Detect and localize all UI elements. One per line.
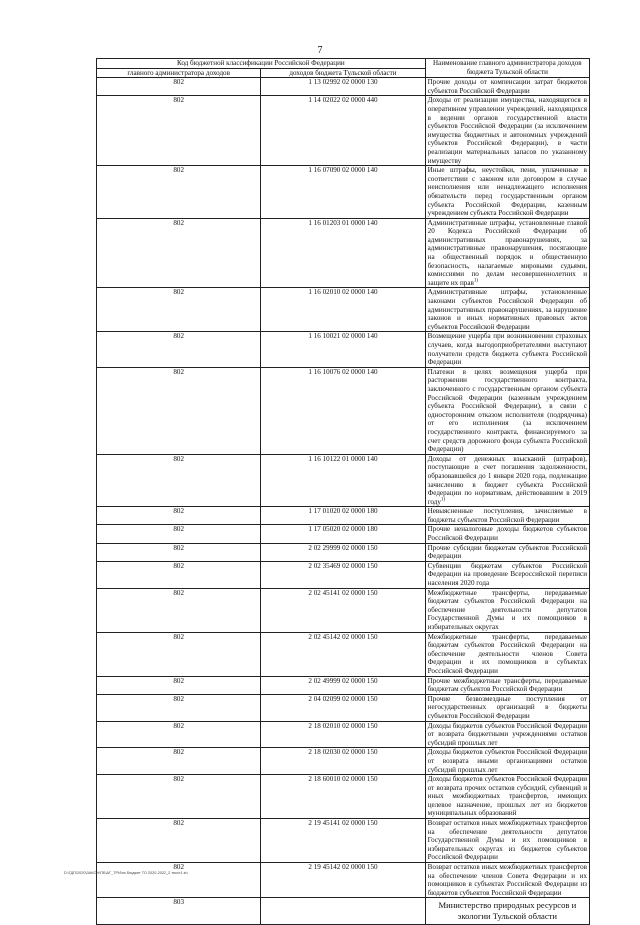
revenue-name-text: Доходы бюджетов субъектов Российской Федерации от возврата иными организациями остатков субсидий прошлых лет: [427, 748, 587, 774]
page-number: 7: [317, 45, 323, 56]
revenue-code-cell: 2 02 49999 02 0000 150: [261, 676, 425, 694]
revenue-code-cell: 2 18 02030 02 0000 150: [261, 748, 425, 775]
revenue-code-cell: 2 19 45142 02 0000 150: [261, 863, 425, 898]
revenue-name-cell: [425, 525, 589, 543]
admin-code-cell: 802: [97, 78, 261, 96]
revenue-code-cell: 2 02 45141 02 0000 150: [261, 588, 425, 632]
admin-code-cell: 802: [97, 561, 261, 588]
table-row: [97, 819, 590, 863]
revenue-code-cell: 1 16 10122 01 0000 140: [261, 454, 425, 507]
revenue-name-text: Доходы бюджетов субъектов Российской Федерации от возврата прочих остатков субсидий, субвенций и иных межбюджетных трансфертов, имеющих целевое назначение, прошлых лет из бюджетов муниципальных образований: [427, 775, 587, 818]
revenue-name-cell: [425, 367, 589, 454]
table-row: [97, 588, 590, 632]
revenue-name-cell: [425, 96, 589, 166]
header-name-column: Наименование главного администратора доходов бюджета Тульской области: [425, 59, 589, 78]
admin-code-cell: 802: [97, 694, 261, 721]
header-revenue-column: доходов бюджета Тульской области: [261, 68, 425, 78]
revenue-name-text: Прочие межбюджетные трансферты, передаваемые бюджетам субъектов Российской Федерации: [427, 676, 587, 694]
footnote-marker: 1): [440, 497, 446, 503]
revenue-name-text: Прочие субсидии бюджетам субъектов Российской Федерации: [427, 543, 587, 561]
revenue-name-text: Возврат остатков иных межбюджетных трансфертов на обеспечение деятельности депутатов Государственной Думы и их помощников в избирательных округах из бюджетов субъектов Российской Федерации: [427, 819, 587, 862]
revenue-name-cell: [425, 218, 589, 288]
revenue-code-cell: 2 02 35469 02 0000 150: [261, 561, 425, 588]
ministry-admin-code-cell: 803: [97, 898, 261, 925]
revenue-name-cell: [425, 561, 589, 588]
file-path-footer: D:\ГДП\2020\ЗАКОН\ПБ\АГ_ТРИ\ns Бюджет ТО 2020-2022_2 текст1.sh: [64, 871, 188, 875]
admin-code-cell: 802: [97, 748, 261, 775]
revenue-name-text: Доходы от денежных взысканий (штрафов), поступающие в счет погашения задолженности, образовавшейся до 1 января 2020 года, подлежащие зачислению в бюджет субъекта Российской Федерации по нормативам, действовавшим в 2019 году: [427, 454, 587, 506]
revenue-name-text: Доходы бюджетов субъектов Российской Федерации от возврата бюджетными учреждениями остатков субсидий прошлых лет: [427, 721, 587, 747]
admin-code-cell: 802: [97, 166, 261, 219]
revenue-name-text: Возмещение ущерба при возникновении страховых случаев, когда выгодоприобретателями выступают получатели средств бюджета субъекта Российской Федерации: [427, 332, 587, 367]
revenue-name-text: Административные штрафы, установленные главой 20 Кодекса Российской Федерации об административных правонарушениях, за административные правонарушения, посягающие на общественный порядок и общественную безопасность, налагаемые мировыми судьями, комиссиями по делам несовершеннолетних и защите их прав: [427, 218, 587, 287]
revenue-name-cell: [425, 588, 589, 632]
table-row: [97, 78, 590, 96]
table-row: [97, 367, 590, 454]
admin-code-cell: 802: [97, 507, 261, 525]
revenue-name-text: Межбюджетные трансферты, передаваемые бюджетам субъектов Российской Федерации на обеспечение деятельности депутатов Государственной Думы и их помощников в избирательных округах: [427, 588, 587, 631]
table-row: [97, 288, 590, 332]
revenue-name-text: Прочие доходы от компенсации затрат бюджетов субъектов Российской Федерации: [427, 78, 587, 95]
ministry-name-cell: Министерство природных ресурсов и экологии Тульской области: [425, 898, 589, 925]
admin-code-cell: 802: [97, 454, 261, 507]
revenue-code-cell: 1 16 10021 02 0000 140: [261, 332, 425, 367]
header-admin-column: главного администратора доходов: [97, 68, 261, 78]
table-row: [97, 332, 590, 367]
ministry-revenue-code-cell: [261, 898, 425, 925]
revenue-name-cell: [425, 748, 589, 775]
revenue-code-cell: 2 04 02099 02 0000 150: [261, 694, 425, 721]
revenue-code-cell: 1 16 07090 02 0000 140: [261, 166, 425, 219]
table-row: [97, 454, 590, 507]
admin-code-cell: 802: [97, 543, 261, 561]
revenue-name-text: Доходы от реализации имущества, находящегося в оперативном управлении учреждений, находящихся в ведении органов государственной власти субъектов Российской Федерации (за исключением имущества бюджетных и автономных учреждений субъектов Российской Федерации), в части реализации материальных запасов по указанному имуществу: [427, 96, 587, 165]
admin-code-cell: 802: [97, 721, 261, 748]
revenue-name-text: Платежи в целях возмещения ущерба при расторжении государственного контракта, заключенного с государственным органом субъекта Российской Федерации (казенным учреждением субъекта Российской Федерации), в связи с односторонним отказом исполнителя (подрядчика) от его исполнения (за исключением государственного контракта, финансируемого за счет средств дорожного фонда субъекта Российской Федерации): [427, 367, 587, 454]
table-row: [97, 525, 590, 543]
revenue-name-cell: [425, 288, 589, 332]
table-row: [97, 694, 590, 721]
revenue-name-cell: [425, 694, 589, 721]
revenue-code-cell: 1 17 01020 02 0000 180: [261, 507, 425, 525]
table-row: [97, 218, 590, 288]
table-row: [97, 507, 590, 525]
revenue-name-cell: [425, 775, 589, 819]
revenue-name-text: Иные штрафы, неустойки, пени, уплаченные в соответствии с законом или договором в случае неисполнения или ненадлежащего исполнения обязательств перед государственным органом субъекта Российской Федерации, казенным учреждением субъекта Российской Федерации: [427, 166, 587, 218]
revenue-name-cell: [425, 543, 589, 561]
revenue-code-cell: 2 02 45142 02 0000 150: [261, 632, 425, 676]
revenue-name-cell: [425, 507, 589, 525]
revenue-name-cell: [425, 676, 589, 694]
admin-code-cell: 802: [97, 332, 261, 367]
revenue-name-text: Межбюджетные трансферты, передаваемые бюджетам субъектов Российской Федерации на обеспечение деятельности членов Совета Федерации и их помощников в субъектах Российской Федерации: [427, 632, 587, 675]
admin-code-cell: 802: [97, 288, 261, 332]
revenue-name-cell: [425, 632, 589, 676]
revenue-administrators-table: [96, 58, 590, 925]
ministry-row: [97, 898, 590, 925]
revenue-name-text: Прочие неналоговые доходы бюджетов субъектов Российской Федерации: [427, 525, 587, 543]
revenue-code-cell: 1 17 05020 02 0000 180: [261, 525, 425, 543]
revenue-name-cell: [425, 721, 589, 748]
admin-code-cell: 802: [97, 96, 261, 166]
revenue-name-cell: [425, 332, 589, 367]
revenue-code-cell: 1 13 02992 02 0000 130: [261, 78, 425, 96]
table-row: [97, 561, 590, 588]
revenue-name-text: Возврат остатков иных межбюджетных трансфертов на обеспечение членов Совета Федерации и их помощников в субъектах Российской Федерации из бюджетов субъектов Российской Федерации: [427, 863, 587, 897]
admin-code-cell: 802: [97, 819, 261, 863]
revenue-name-cell: [425, 78, 589, 96]
admin-code-cell: 802: [97, 775, 261, 819]
admin-code-cell: 802: [97, 367, 261, 454]
admin-code-cell: 802: [97, 588, 261, 632]
revenue-name-cell: [425, 454, 589, 507]
revenue-name-text: Прочие безвозмездные поступления от негосударственных организаций в бюджеты субъектов Российской Федерации: [427, 694, 587, 720]
revenue-code-cell: 2 18 60010 02 0000 150: [261, 775, 425, 819]
revenue-code-cell: 2 18 02010 02 0000 150: [261, 721, 425, 748]
revenue-code-cell: 1 16 01203 01 0000 140: [261, 218, 425, 288]
header-code-group: Код бюджетной классификации Российской Федерации: [97, 59, 426, 69]
admin-code-cell: 802: [97, 525, 261, 543]
table-row: [97, 632, 590, 676]
table-row: [97, 721, 590, 748]
revenue-name-cell: [425, 819, 589, 863]
table-row: [97, 676, 590, 694]
revenue-name-text: Административные штрафы, установленные законами субъектов Российской Федерации об административных правонарушениях, за нарушение законов и иных нормативных правовых актов субъектов Российской Федерации: [427, 288, 587, 331]
revenue-code-cell: 1 16 02010 02 0000 140: [261, 288, 425, 332]
table-row: [97, 748, 590, 775]
revenue-code-cell: 2 19 45141 02 0000 150: [261, 819, 425, 863]
admin-code-cell: 802: [97, 218, 261, 288]
revenue-name-text: Субвенции бюджетам субъектов Российской Федерации на проведение Всероссийской переписи населения 2020 года: [427, 561, 587, 588]
table-header-row: [97, 59, 590, 69]
revenue-code-cell: 1 14 02022 02 0000 440: [261, 96, 425, 166]
admin-code-cell: 802: [97, 863, 261, 898]
revenue-name-cell: [425, 166, 589, 219]
table-row: [97, 543, 590, 561]
revenue-name-text: Невыясненные поступления, зачисляемые в бюджеты субъектов Российской Федерации: [427, 507, 587, 524]
revenue-code-cell: 2 02 29999 02 0000 150: [261, 543, 425, 561]
table-row: [97, 863, 590, 898]
table-row: [97, 166, 590, 219]
table-row: [97, 96, 590, 166]
footnote-marker: 1): [473, 278, 479, 284]
revenue-code-cell: 1 16 10076 02 0000 140: [261, 367, 425, 454]
revenue-name-cell: [425, 863, 589, 898]
table-row: [97, 775, 590, 819]
admin-code-cell: 802: [97, 632, 261, 676]
admin-code-cell: 802: [97, 676, 261, 694]
